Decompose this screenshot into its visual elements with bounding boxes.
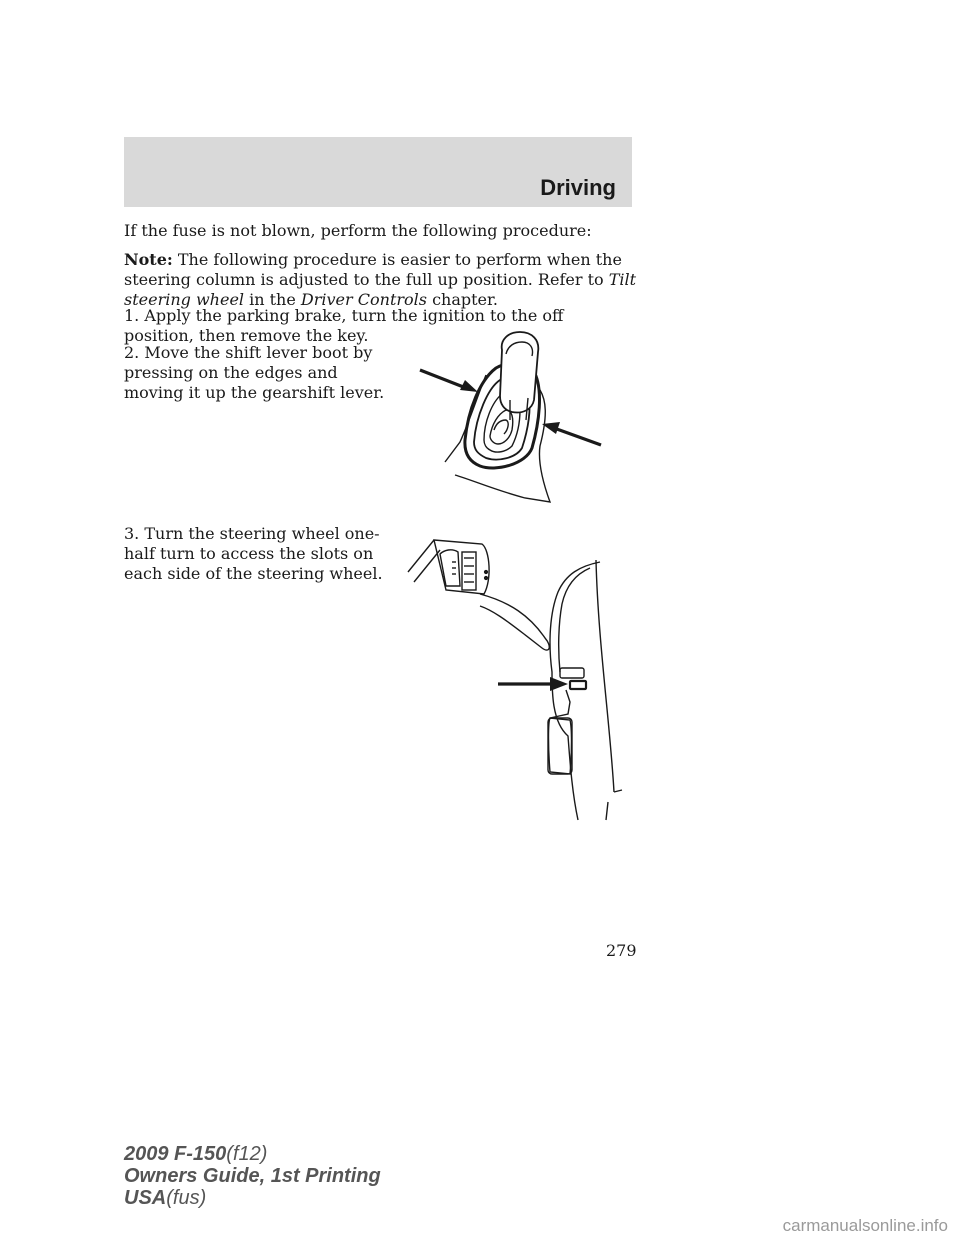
page-number: 279 xyxy=(606,941,637,960)
footer-line-market: USA(fus) xyxy=(124,1187,207,1209)
intro-paragraph: If the fuse is not blown, perform the following procedure: xyxy=(124,221,592,240)
step-2: 2. Move the shift lever boot by pressing on the edges and moving it up the gearshift lever. xyxy=(124,343,385,402)
note-paragraph xyxy=(124,250,646,310)
watermark: carmanualsonline.info xyxy=(782,1216,948,1235)
note-ref-tilt-steering-wheel: Tilt steering wheel xyxy=(124,270,637,309)
step-1: 1. Apply the parking brake, turn the ignition to the off position, then remove the key. xyxy=(124,306,564,345)
section-title: Driving xyxy=(540,175,616,200)
steering-wheel-slot-illustration xyxy=(400,522,625,822)
footer-line-model: 2009 F-150(f12) xyxy=(124,1143,268,1165)
note-ref-driver-controls: Driver Controls xyxy=(300,290,427,309)
header-band xyxy=(124,137,632,207)
print-footer xyxy=(124,1143,381,1209)
step-3: 3. Turn the steering wheel one-half turn to access the slots on each side of the steering wheel. xyxy=(124,524,383,583)
note-text-b: in the xyxy=(244,290,301,309)
footer-line-guide: Owners Guide, 1st Printing xyxy=(124,1165,381,1187)
note-label: Note: xyxy=(124,250,173,269)
shift-lever-boot-illustration xyxy=(400,330,620,515)
note-text-c: chapter. xyxy=(426,290,498,309)
note-text-a: The following procedure is easier to perform when the steering column is adjusted to the full up position. Refer to xyxy=(124,250,622,289)
